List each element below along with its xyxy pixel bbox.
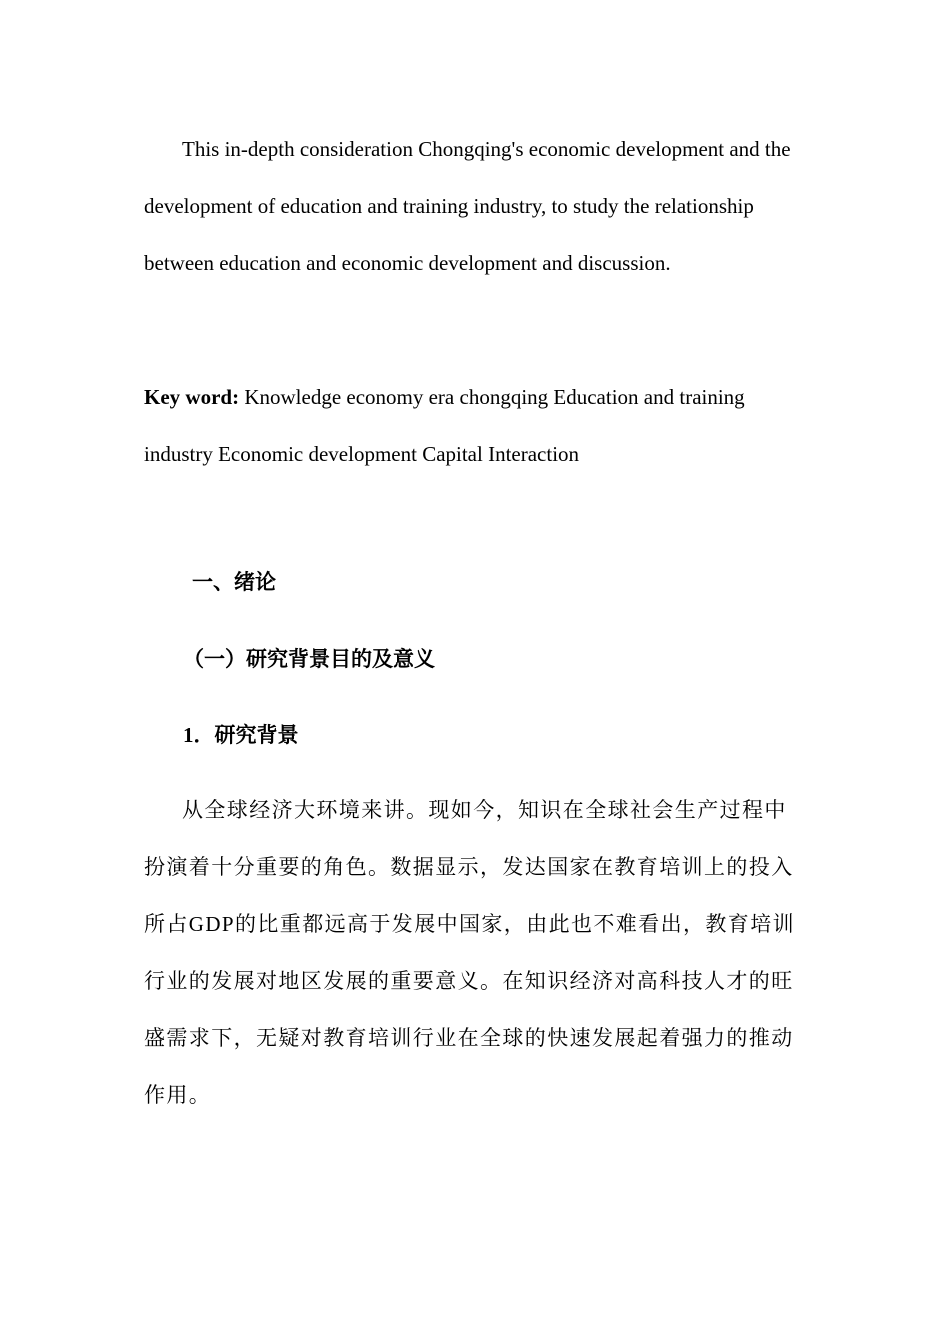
keywords-line [144,369,804,483]
subsection-heading: 1．研究背景 [183,723,299,747]
keywords-text: Knowledge economy era chongqing Education and training industry Economic development Capital Interaction [144,385,745,466]
background-paragraph: 从全球经济大环境来讲。现如今，知识在全球社会生产过程中扮演着十分重要的角色。数据显示，发达国家在教育培训上的投入所占GDP的比重都远高于发展中国家，由此也不难看出，教育培训行业的发展对地区发展的重要意义。在知识经济对高科技人才的旺盛需求下，无疑对教育培训行业在全球的快速发展起着强力的推动作用。 [144,798,796,1107]
chapter-heading: 一、绪论 [192,570,276,594]
abstract-paragraph: This in-depth consideration Chongqing's economic development and the development of education and training industry, to study the relationship between education and economic development and discussion. [144,137,791,275]
keywords-label: Key word: [144,385,240,409]
section-heading: （一）研究背景目的及意义 [183,647,435,671]
